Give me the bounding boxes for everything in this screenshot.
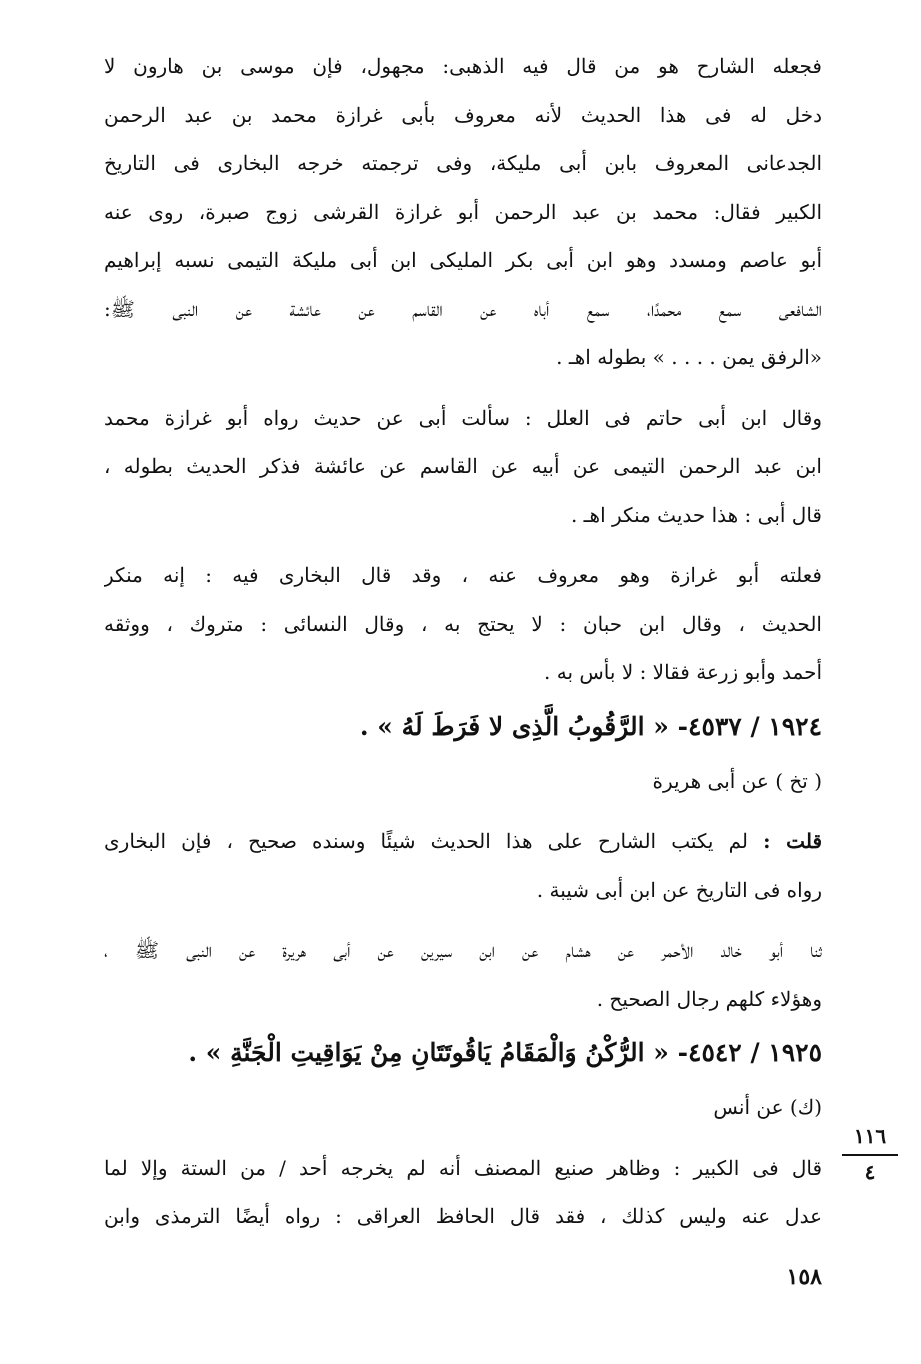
- paragraph-3: [104, 551, 822, 697]
- hadith-heading-1925: ١٩٢٥ / ٤٥٤٢- « الرُّكْنُ وَالْمَقَامُ يَاقُوتَتَانِ مِنْ يَوَاقِيتِ الْجَنَّةِ » .: [188, 1038, 822, 1067]
- main-text: [104, 42, 822, 1241]
- text-line: [104, 817, 822, 866]
- text-line: أحمد وأبو زرعة فقالا : لا بأس به .: [544, 660, 822, 684]
- text-line: وهؤلاء كلهم رجال الصحيح .: [596, 986, 822, 1011]
- hadith-heading-1924: ١٩٢٤ / ٤٥٣٧- « الرَّقُوبُ الَّذِى لا فَرَطَ لَهُ » .: [359, 711, 822, 741]
- text-line: الجدعانى المعروف بابن أبى مليكة، وفى ترجمته خرجه البخارى فى التاريخ: [104, 151, 822, 175]
- hadith-source-1: ( تخ ) عن أبى هريرة: [652, 768, 822, 793]
- margin-rule: [842, 1154, 898, 1156]
- qultu-label: قلت :: [763, 829, 822, 853]
- text-line: قال فى الكبير : وظاهر صنيع المصنف أنه لم يخرجه أحد / من الستة وإلا لما: [104, 1155, 822, 1180]
- text-line: قال أبى : هذا حديث منكر اهـ .: [570, 502, 822, 527]
- paragraph-2: [104, 394, 822, 540]
- paragraph-5: [104, 926, 822, 1023]
- paragraph-6: [104, 1144, 822, 1241]
- text-line: فعلته أبو غرازة وهو معروف عنه ، وقد قال البخارى فيه : إنه منكر: [104, 563, 822, 587]
- margin-reference: [842, 1124, 898, 1184]
- text-line: فجعله الشارح هو من قال فيه الذهبى: مجهول، فإن موسى بن هارون لا: [104, 54, 822, 78]
- text-line: الشافعى سمع محمدًا، سمع أباه عن القاسم عن عائشة عن النبى ﷺ:: [104, 296, 822, 321]
- text-line: وقال ابن أبى حاتم فى العلل : سألت أبى عن حديث رواه أبو غرازة محمد: [104, 405, 822, 430]
- paragraph-1: [104, 42, 822, 382]
- text-run: لم يكتب الشارح على هذا الحديث شيئًا وسنده صحيح ، فإن البخارى: [104, 829, 748, 853]
- text-line: ثنا أبو خالد الأحمر عن هشام عن ابن سيرين عن أبى هريرة عن النبى ﷺ ،: [104, 938, 822, 962]
- margin-reference-bottom: ٤: [864, 1160, 876, 1184]
- text-line: دخل له فى هذا الحديث لأنه معروف بأبى غرازة محمد بن عبد الرحمن: [104, 102, 822, 127]
- page-number: ١٥٨: [786, 1264, 822, 1290]
- paragraph-4: [104, 817, 822, 914]
- text-line: ابن عبد الرحمن التيمى عن أبيه عن القاسم عن عائشة فذكر الحديث بطوله ،: [104, 454, 822, 478]
- hadith-source-2: (ك) عن أنس: [713, 1095, 822, 1119]
- text-line: الحديث ، وقال ابن حبان : لا يحتج به ، وقال النسائى : متروك ، ووثقه: [104, 611, 822, 636]
- text-line: أبو عاصم ومسدد وهو ابن أبى بكر المليكى ابن أبى مليكة التيمى نسبه إبراهيم: [104, 248, 822, 272]
- text-line: «الرفق يمن . . . . » بطوله اهـ .: [556, 345, 822, 369]
- margin-reference-top: ١١٦: [853, 1124, 887, 1148]
- text-line: رواه فى التاريخ عن ابن أبى شيبة .: [536, 877, 822, 902]
- text-line: الكبير فقال: محمد بن عبد الرحمن أبو غرازة القرشى زوج صبرة، روى عنه: [104, 199, 822, 224]
- text-line: عدل عنه وليس كذلك ، فقد قال الحافظ العراقى : رواه أيضًا الترمذى وابن: [104, 1204, 822, 1228]
